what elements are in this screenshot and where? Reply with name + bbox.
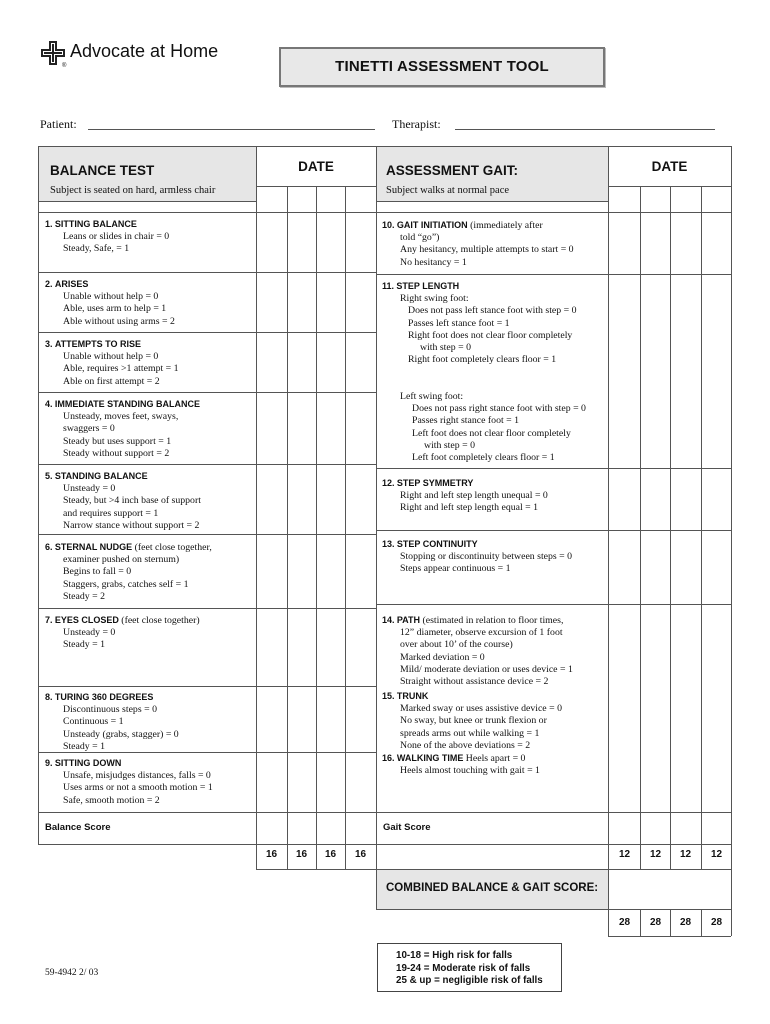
balance-row-rule <box>38 608 376 609</box>
balance-max-rule <box>256 869 376 870</box>
table-top-rule <box>38 146 731 147</box>
gait-row-rule <box>376 468 731 469</box>
gait-item-11-left: Left swing foot: Does not pass right stance foot with step = 0 Passes right stance foot = 1 Left foot does not clear floor completely with step = 0 Left foot completely clears floor = 1 <box>400 391 586 464</box>
balance-item-6: 6. STERNAL NUDGE (feet close together, examiner pushed on sternum) Begins to fall = 0 Staggers, grabs, catches self = 1 Steady = 2 <box>45 542 212 602</box>
balance-row-rule <box>38 332 376 333</box>
balance-max-score: 16 <box>324 849 337 860</box>
balance-item-7: 7. EYES CLOSED (feet close together) Unsteady = 0 Steady = 1 <box>45 615 200 651</box>
gait-item-12: 12. STEP SYMMETRY Right and left step length unequal = 0 Right and left step length equal = 1 <box>382 478 548 514</box>
gait-title: ASSESSMENT GAIT: <box>386 163 519 178</box>
gait-col-2 <box>640 186 641 869</box>
risk-negligible: 25 & up = negligible risk of falls <box>396 975 543 986</box>
gait-row-rule <box>376 604 731 605</box>
combined-rule <box>376 909 731 910</box>
therapist-label: Therapist: <box>392 117 441 131</box>
balance-max-score: 16 <box>354 849 367 860</box>
middle-divider <box>376 146 377 909</box>
form-title: TINETTI ASSESSMENT TOOL <box>335 58 549 75</box>
balance-item-3: 3. ATTEMPTS TO RISE Unable without help = 0 Able, requires >1 attempt = 1 Able on first attempt = 2 <box>45 339 179 387</box>
gait-max-rule <box>376 869 731 870</box>
balance-header-rule <box>38 201 256 202</box>
balance-col-1 <box>256 146 257 869</box>
gait-col-4 <box>701 186 702 869</box>
combined-score-label: COMBINED BALANCE & GAIT SCORE: <box>386 882 599 894</box>
patient-label: Patient: <box>40 117 77 131</box>
balance-item-1: 1. SITTING BALANCE Leans or slides in chair = 0 Steady, Safe, = 1 <box>45 219 170 255</box>
balance-item-2: 2. ARISES Unable without help = 0 Able, uses arm to help = 1 Able without using arms = 2 <box>45 279 175 327</box>
balance-col-3 <box>316 186 317 869</box>
combined-bottom-rule <box>608 936 731 937</box>
gait-row-rule <box>376 274 731 275</box>
balance-col-4 <box>345 186 346 869</box>
balance-item-8: 8. TURING 360 DEGREES Discontinuous steps = 0 Continuous = 1 Unsteady (grabs, stagger) = 0 Steady = 1 <box>45 692 179 752</box>
gait-max-score: 12 <box>710 849 723 860</box>
gait-item-14: 14. PATH (estimated in relation to floor times, 12” diameter, observe excursion of 1 foot over about 10’ of the course) Marked deviation = 0 Mild/ moderate deviation or uses device = 1 Straight without assistance device = 2 <box>382 615 573 688</box>
balance-col-2 <box>287 186 288 869</box>
balance-row-rule <box>38 534 376 535</box>
combined-col-5 <box>731 909 732 936</box>
title-box <box>279 47 605 87</box>
gait-score-label: Gait Score <box>383 822 431 833</box>
table-right-rule <box>731 146 732 909</box>
balance-row-rule <box>38 812 376 813</box>
patient-field[interactable] <box>88 129 375 130</box>
balance-max-score: 16 <box>265 849 278 860</box>
gait-subtitle: Subject walks at normal pace <box>386 185 510 196</box>
gait-max-score: 12 <box>679 849 692 860</box>
balance-row-rule <box>38 464 376 465</box>
registered-mark: ® <box>62 63 67 69</box>
risk-moderate: 19-24 = Moderate risk of falls <box>396 962 531 974</box>
therapist-field[interactable] <box>455 129 715 130</box>
gait-item-11-right: 11. STEP LENGTH Right swing foot: Does not pass left stance foot with step = 0 Passes left stance foot = 1 Right foot does not clear floor completely with step = 0 Right foot completely clears floor = 1 <box>382 281 577 366</box>
balance-max-score: 16 <box>295 849 308 860</box>
table-left-rule <box>38 146 39 844</box>
balance-title: BALANCE TEST <box>50 163 155 178</box>
balance-row-rule <box>38 686 376 687</box>
gait-max-score: 12 <box>649 849 662 860</box>
gait-item-16: 16. WALKING TIME Heels apart = 0 Heels almost touching with gait = 1 <box>382 753 540 777</box>
balance-score-rule <box>38 844 376 845</box>
combined-max-score: 28 <box>710 917 723 928</box>
gait-col-1 <box>608 146 609 936</box>
balance-score-label: Balance Score <box>45 822 111 833</box>
balance-item-4: 4. IMMEDIATE STANDING BALANCE Unsteady, moves feet, sways, swaggers = 0 Steady but uses support = 1 Steady without support = 2 <box>45 399 201 459</box>
gait-date-header: DATE <box>651 159 688 174</box>
balance-date-header: DATE <box>298 159 334 174</box>
gait-row-rule <box>376 530 731 531</box>
combined-max-score: 28 <box>649 917 662 928</box>
gait-col-3 <box>670 186 671 869</box>
balance-row-rule <box>38 212 376 213</box>
gait-item-10: 10. GAIT INITIATION (immediately after told “go”) Any hesitancy, multiple attempts to start = 0 No hesitancy = 1 <box>382 220 574 268</box>
balance-row-rule <box>38 272 376 273</box>
gait-score-rule <box>376 844 731 845</box>
combined-max-score: 28 <box>618 917 631 928</box>
balance-item-9: 9. SITTING DOWN Unsafe, misjudges distances, falls = 0 Uses arms or not a smooth motion = 1 Safe, smooth motion = 2 <box>45 758 213 806</box>
combined-max-score: 28 <box>679 917 692 928</box>
balance-item-5: 5. STANDING BALANCE Unsteady = 0 Steady, but >4 inch base of support and requires support = 1 Narrow stance without support = 2 <box>45 471 201 531</box>
balance-subtitle: Subject is seated on hard, armless chair <box>50 185 216 196</box>
gait-item-15: 15. TRUNK Marked sway or uses assistive device = 0 No sway, but knee or trunk flexion or spreads arms out while walking = 1 None of the above deviations = 2 <box>382 691 562 751</box>
gait-item-13: 13. STEP CONTINUITY Stopping or discontinuity between steps = 0 Steps appear continuous = 1 <box>382 539 573 575</box>
brand-name: Advocate at Home <box>70 41 219 61</box>
balance-row-rule <box>38 392 376 393</box>
gait-header-rule <box>376 201 608 202</box>
gait-max-score: 12 <box>618 849 631 860</box>
form-code: 59-4942 2/ 03 <box>45 968 99 978</box>
gait-row-rule <box>376 212 731 213</box>
gait-row-rule <box>376 812 731 813</box>
risk-legend <box>377 943 562 992</box>
risk-high: 10-18 = High risk for falls <box>396 950 513 961</box>
